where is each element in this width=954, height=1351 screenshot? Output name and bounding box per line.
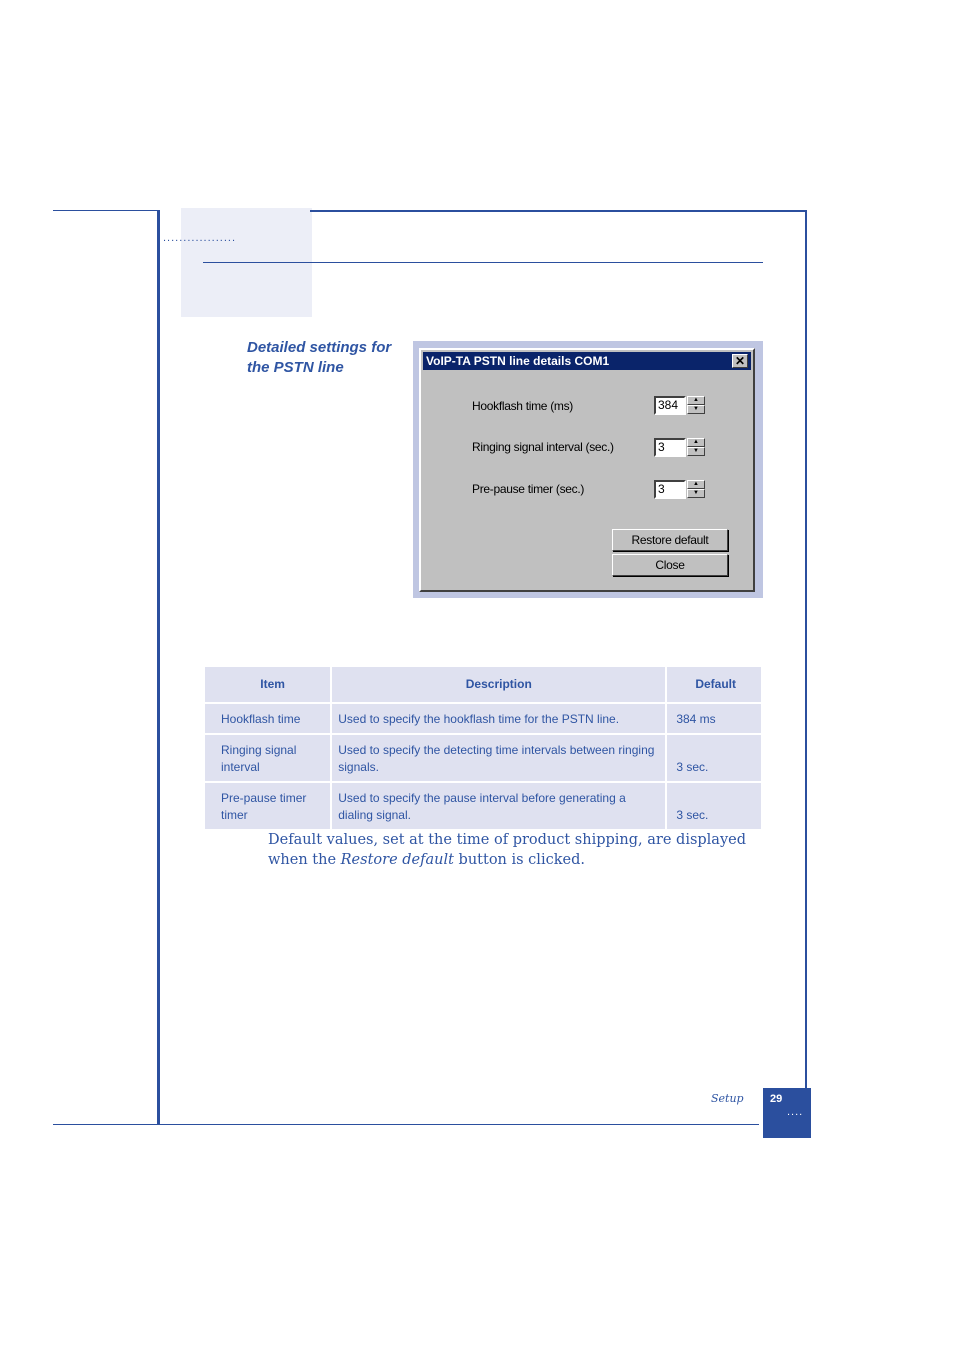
frame-line-top-left (53, 210, 159, 211)
header-rule (203, 262, 763, 263)
page-number-tab (763, 1088, 811, 1138)
frame-line-right (805, 210, 807, 1090)
body-text-end: button is clicked. (453, 852, 585, 868)
hookflash-label: Hookflash time (ms) (472, 399, 573, 413)
pstn-details-dialog (419, 348, 755, 592)
section-title-line2: the PSTN line (247, 359, 344, 376)
body-text-start: Default values, set at the time of product shipping, are displayed when the (268, 832, 747, 868)
row-description: Used to specify the hookflash time for the PSTN line. (331, 703, 666, 734)
table-row (204, 782, 762, 830)
dialog-title-bar (423, 352, 751, 370)
header-item: Item (204, 666, 331, 703)
footer-section-name: Setup (711, 1092, 744, 1105)
dialog-title: VoIP-TA PSTN line details COM1 (426, 354, 610, 368)
page-tab-dots: .... (787, 1106, 804, 1118)
restore-default-button[interactable]: Restore default (612, 529, 728, 551)
row-description: Used to specify the detecting time intervals between ringing signals. (331, 734, 666, 782)
spin-down-icon[interactable]: ▼ (687, 489, 705, 498)
row-item: Hookflash time (204, 703, 331, 734)
settings-table (203, 665, 763, 831)
frame-line-top-right (310, 210, 807, 212)
hookflash-spinner (687, 396, 705, 415)
row-default: 3 sec. (666, 782, 762, 830)
hookflash-input[interactable]: 384 (654, 396, 686, 415)
ringing-interval-label: Ringing signal interval (sec.) (472, 440, 614, 454)
close-icon[interactable]: ✕ (732, 354, 748, 368)
body-paragraph (268, 830, 768, 870)
pre-pause-input[interactable]: 3 (654, 480, 686, 499)
spin-down-icon[interactable]: ▼ (687, 405, 705, 414)
spin-up-icon[interactable]: ▲ (687, 396, 705, 405)
ringing-interval-spinner (687, 438, 705, 457)
section-title-line1: Detailed settings for (247, 339, 392, 356)
section-title (247, 338, 407, 378)
decorative-dots: .................. (163, 232, 237, 244)
pre-pause-label: Pre-pause timer (sec.) (472, 482, 585, 496)
spin-down-icon[interactable]: ▼ (687, 447, 705, 456)
header-description: Description (331, 666, 666, 703)
row-default: 3 sec. (666, 734, 762, 782)
table-header-row (204, 666, 762, 703)
header-default: Default (666, 666, 762, 703)
page-number: 29 (770, 1093, 783, 1105)
row-item: Pre-pause timer timer (204, 782, 331, 830)
row-default: 384 ms (666, 703, 762, 734)
spin-up-icon[interactable]: ▲ (687, 438, 705, 447)
row-description: Used to specify the pause interval before generating a dialing signal. (331, 782, 666, 830)
table-row (204, 703, 762, 734)
ringing-interval-input[interactable]: 3 (654, 438, 686, 457)
pre-pause-spinner (687, 480, 705, 499)
body-text-emphasis: Restore default (340, 852, 454, 868)
table-row (204, 734, 762, 782)
frame-line-bottom (53, 1124, 759, 1125)
frame-line-left (157, 210, 160, 1125)
spin-up-icon[interactable]: ▲ (687, 480, 705, 489)
close-button[interactable]: Close (612, 554, 728, 576)
row-item: Ringing signal interval (204, 734, 331, 782)
